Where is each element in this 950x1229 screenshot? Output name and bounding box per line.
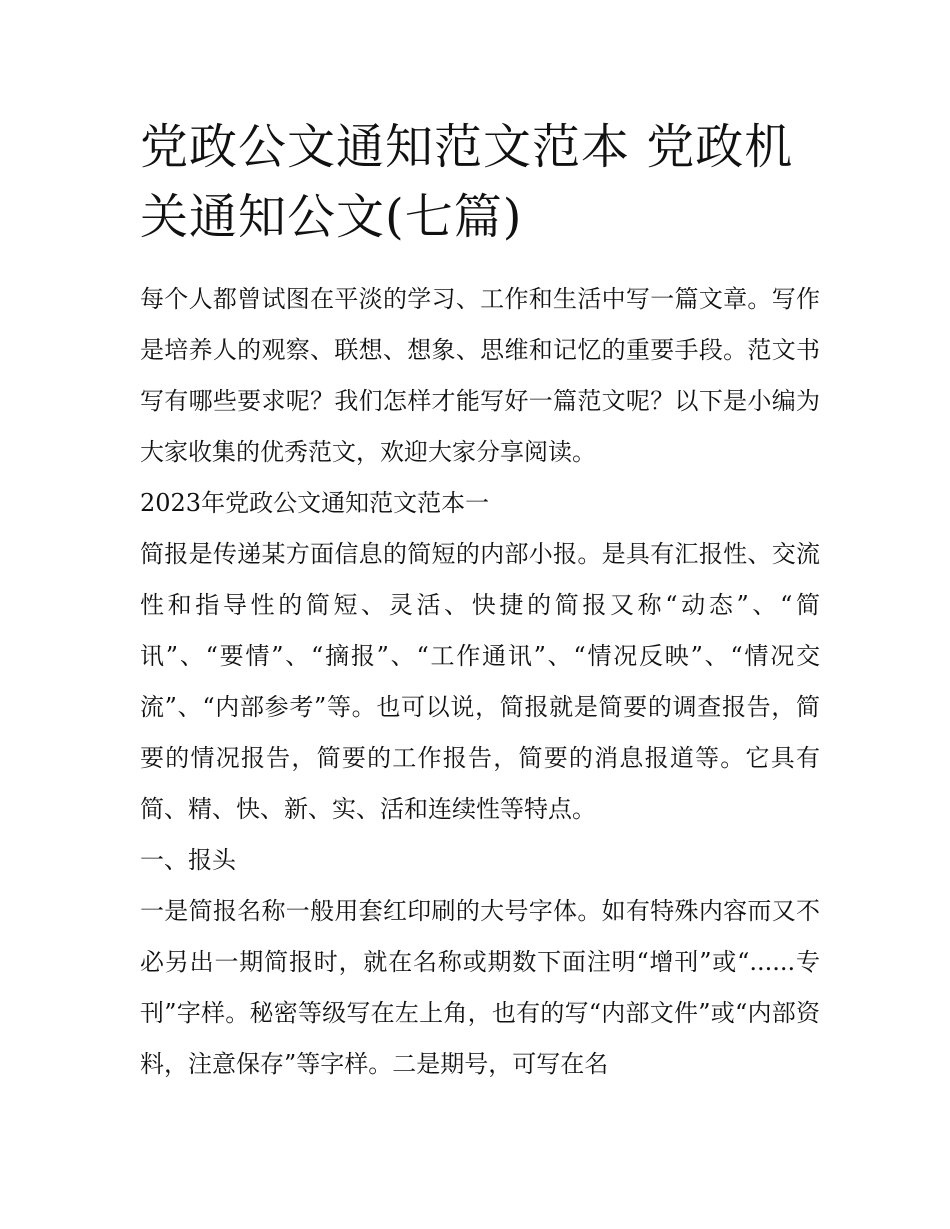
section-heading-sample-one: 2023年党政公文通知范文范本一 — [140, 489, 490, 517]
briefing-definition-paragraph: 简报是传递某方面信息的简短的内部小报。是具有汇报性、交流性和指导性的简短、灵活、快捷的简报又称“动态”、“简讯”、“要情”、“摘报”、“工作通讯”、“情况反映”、“情况交流”、“内部参考”等。也可以说，简报就是简要的调查报告，简要的情况报告，简要的工作报告，简要的消息报道等。它具有简、精、快、新、实、活和连续性等特点。 — [140, 540, 820, 823]
masthead-paragraph: 一是简报名称一般用套红印刷的大号字体。如有特殊内容而又不必另出一期简报时，就在名称或期数下面注明“增刊”或“......专刊”字样。秘密等级写在左上角，也有的写“内部文件”或“内部资料，注意保存”等字样。二是期号，可写在名 — [140, 897, 820, 1078]
document-title: 党政公文通知范文范本 党政机关通知公文(七篇) — [140, 119, 794, 245]
subsection-heading-masthead: 一、报头 — [140, 846, 236, 874]
intro-paragraph: 每个人都曾试图在平淡的学习、工作和生活中写一篇文章。写作是培养人的观察、联想、想象、思维和记忆的重要手段。范文书写有哪些要求呢？我们怎样才能写好一篇范文呢？以下是小编为大家收集的优秀范文，欢迎大家分享阅读。 — [140, 285, 820, 466]
document-page — [140, 112, 820, 1090]
